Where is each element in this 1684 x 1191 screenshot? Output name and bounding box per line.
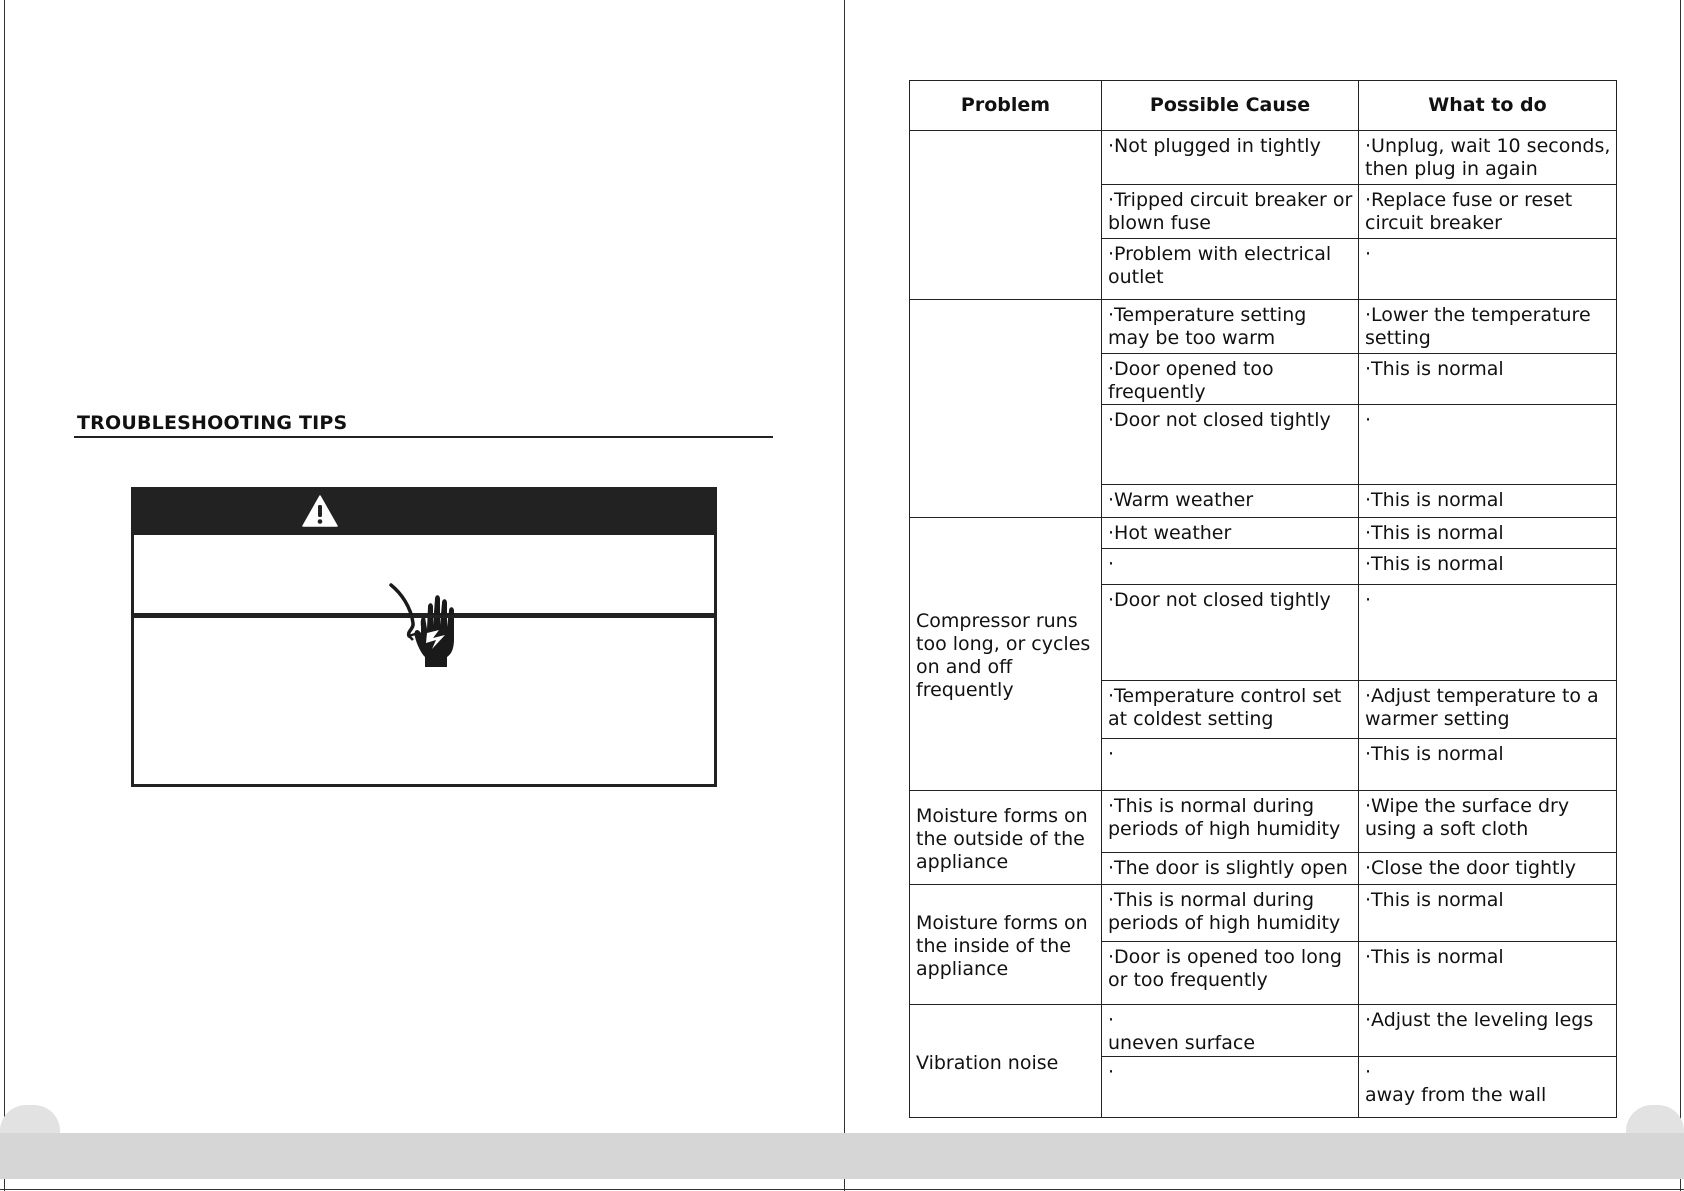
cause-cell: ·This is normal during periods of high humidity (1102, 885, 1359, 942)
cause-cell: ·Problem with electrical outlet (1102, 239, 1359, 300)
problem-cell: Vibration noise (910, 1005, 1102, 1118)
action-line-2: away from the wall (1365, 1084, 1547, 1106)
warning-text-panel (131, 615, 717, 787)
cause-line-1: · (1108, 1009, 1115, 1031)
problem-cell: Compressor runs too long, or cycles on and off frequently (910, 518, 1102, 791)
cause-cell: ·This is normal during periods of high humidity (1102, 791, 1359, 853)
action-cell: ·This is normal (1359, 549, 1617, 585)
action-cell: ·Adjust temperature to a warmer setting (1359, 681, 1617, 739)
table-row (910, 791, 1617, 853)
warning-triangle-icon (302, 495, 338, 527)
action-cell: ·This is normal (1359, 485, 1617, 518)
cause-cell: ·Hot weather (1102, 518, 1359, 549)
action-cell: · (1359, 405, 1617, 485)
cause-cell: ·The door is slightly open (1102, 853, 1359, 885)
cause-cell: ·Temperature control set at coldest setting (1102, 681, 1359, 739)
left-corner-tab (0, 1105, 60, 1135)
action-cell: ·This is normal (1359, 354, 1617, 405)
page-divider (844, 0, 845, 1191)
left-page-edge (4, 0, 5, 1191)
action-cell: ·Wipe the surface dry using a soft cloth (1359, 791, 1617, 853)
table-row (910, 885, 1617, 942)
cause-line-2: uneven surface (1108, 1032, 1256, 1054)
right-corner-tab (1626, 1105, 1684, 1135)
cause-cell: ·Warm weather (1102, 485, 1359, 518)
bottom-band (0, 1133, 1684, 1179)
action-cell: ·Adjust the leveling legs (1359, 1005, 1617, 1057)
troubleshooting-table (909, 80, 1617, 1118)
section-title: TROUBLESHOOTING TIPS (77, 412, 348, 434)
action-cell: ·This is normal (1359, 885, 1617, 942)
action-cell: · (1359, 239, 1617, 300)
table-row (910, 518, 1617, 549)
problem-cell: Moisture forms on the inside of the appliance (910, 885, 1102, 1005)
table-row (910, 300, 1617, 354)
cause-cell: · (1102, 1057, 1359, 1118)
warning-box (131, 487, 717, 797)
header-action: What to do (1359, 81, 1617, 131)
action-cell: ·Lower the temperature setting (1359, 300, 1617, 354)
cause-cell: ·Door not closed tightly (1102, 585, 1359, 681)
action-cell (1359, 1057, 1617, 1118)
table-row (910, 1005, 1617, 1057)
problem-cell: Moisture forms on the outside of the appliance (910, 791, 1102, 885)
header-cause: Possible Cause (1102, 81, 1359, 131)
action-cell: · (1359, 585, 1617, 681)
problem-cell (910, 131, 1102, 300)
cause-cell: ·Temperature setting may be too warm (1102, 300, 1359, 354)
action-cell: ·Close the door tightly (1359, 853, 1617, 885)
right-page-edge (1680, 0, 1681, 1191)
cause-cell (1102, 1005, 1359, 1057)
cause-cell: ·Door not closed tightly (1102, 405, 1359, 485)
cause-cell: ·Not plugged in tightly (1102, 131, 1359, 185)
warning-icon-panel (131, 535, 717, 616)
cause-cell: ·Door is opened too long or too frequently (1102, 942, 1359, 1005)
problem-cell (910, 300, 1102, 518)
action-cell: ·Replace fuse or reset circuit breaker (1359, 185, 1617, 239)
cause-cell: · (1102, 549, 1359, 585)
table-header-row (910, 81, 1617, 131)
bottom-rule (0, 1189, 1684, 1190)
table-row (910, 131, 1617, 185)
section-rule (74, 436, 773, 438)
cause-cell: · (1102, 739, 1359, 791)
cause-cell: ·Door opened too frequently (1102, 354, 1359, 405)
action-cell: ·This is normal (1359, 739, 1617, 791)
action-cell: ·Unplug, wait 10 seconds, then plug in again (1359, 131, 1617, 185)
cause-cell: ·Tripped circuit breaker or blown fuse (1102, 185, 1359, 239)
action-line-1: · (1365, 1061, 1372, 1083)
action-cell: ·This is normal (1359, 942, 1617, 1005)
action-cell: ·This is normal (1359, 518, 1617, 549)
warning-header (131, 487, 717, 535)
header-problem: Problem (910, 81, 1102, 131)
